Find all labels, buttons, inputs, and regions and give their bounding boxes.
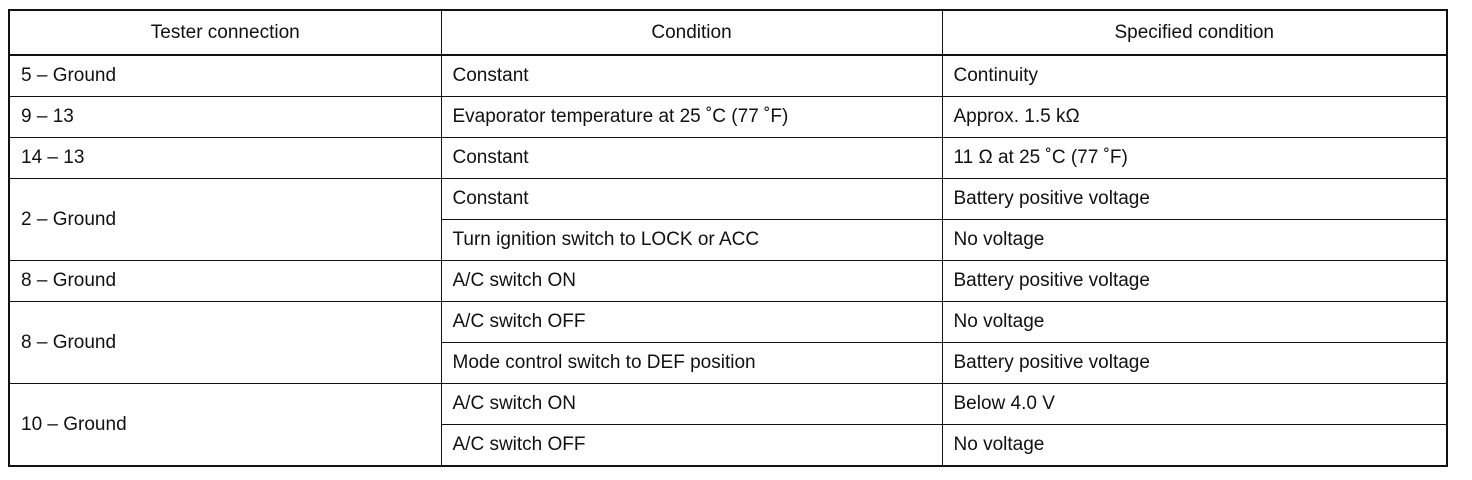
condition-cell: A/C switch OFF bbox=[441, 302, 942, 343]
header-specified-condition: Specified condition bbox=[942, 10, 1447, 55]
specified-condition-cell: No voltage bbox=[942, 302, 1447, 343]
specified-condition-cell: Approx. 1.5 kΩ bbox=[942, 97, 1447, 138]
table-row bbox=[9, 302, 1447, 343]
table-row bbox=[9, 261, 1447, 302]
table-row bbox=[9, 179, 1447, 220]
condition-cell: A/C switch ON bbox=[441, 384, 942, 425]
table-row bbox=[9, 97, 1447, 138]
header-tester-connection: Tester connection bbox=[9, 10, 441, 55]
tester-connection-cell: 8 – Ground bbox=[9, 302, 441, 384]
inspection-table bbox=[8, 9, 1448, 467]
tester-connection-cell: 14 – 13 bbox=[9, 138, 441, 179]
condition-cell: Turn ignition switch to LOCK or ACC bbox=[441, 220, 942, 261]
tester-connection-cell: 9 – 13 bbox=[9, 97, 441, 138]
condition-cell: A/C switch OFF bbox=[441, 425, 942, 467]
condition-cell: Evaporator temperature at 25 ˚C (77 ˚F) bbox=[441, 97, 942, 138]
specified-condition-cell: Battery positive voltage bbox=[942, 179, 1447, 220]
condition-cell: Constant bbox=[441, 138, 942, 179]
specified-condition-cell: No voltage bbox=[942, 425, 1447, 467]
condition-cell: A/C switch ON bbox=[441, 261, 942, 302]
tester-connection-cell: 10 – Ground bbox=[9, 384, 441, 467]
tester-connection-cell: 5 – Ground bbox=[9, 55, 441, 97]
specified-condition-cell: Below 4.0 V bbox=[942, 384, 1447, 425]
specified-condition-cell: Continuity bbox=[942, 55, 1447, 97]
condition-cell: Constant bbox=[441, 55, 942, 97]
specified-condition-cell: 11 Ω at 25 ˚C (77 ˚F) bbox=[942, 138, 1447, 179]
header-condition: Condition bbox=[441, 10, 942, 55]
condition-cell: Mode control switch to DEF position bbox=[441, 343, 942, 384]
specified-condition-cell: Battery positive voltage bbox=[942, 343, 1447, 384]
header-row bbox=[9, 10, 1447, 55]
table-row bbox=[9, 384, 1447, 425]
table-row bbox=[9, 55, 1447, 97]
tester-connection-cell: 8 – Ground bbox=[9, 261, 441, 302]
specified-condition-cell: No voltage bbox=[942, 220, 1447, 261]
table-row bbox=[9, 138, 1447, 179]
condition-cell: Constant bbox=[441, 179, 942, 220]
specified-condition-cell: Battery positive voltage bbox=[942, 261, 1447, 302]
tester-connection-cell: 2 – Ground bbox=[9, 179, 441, 261]
